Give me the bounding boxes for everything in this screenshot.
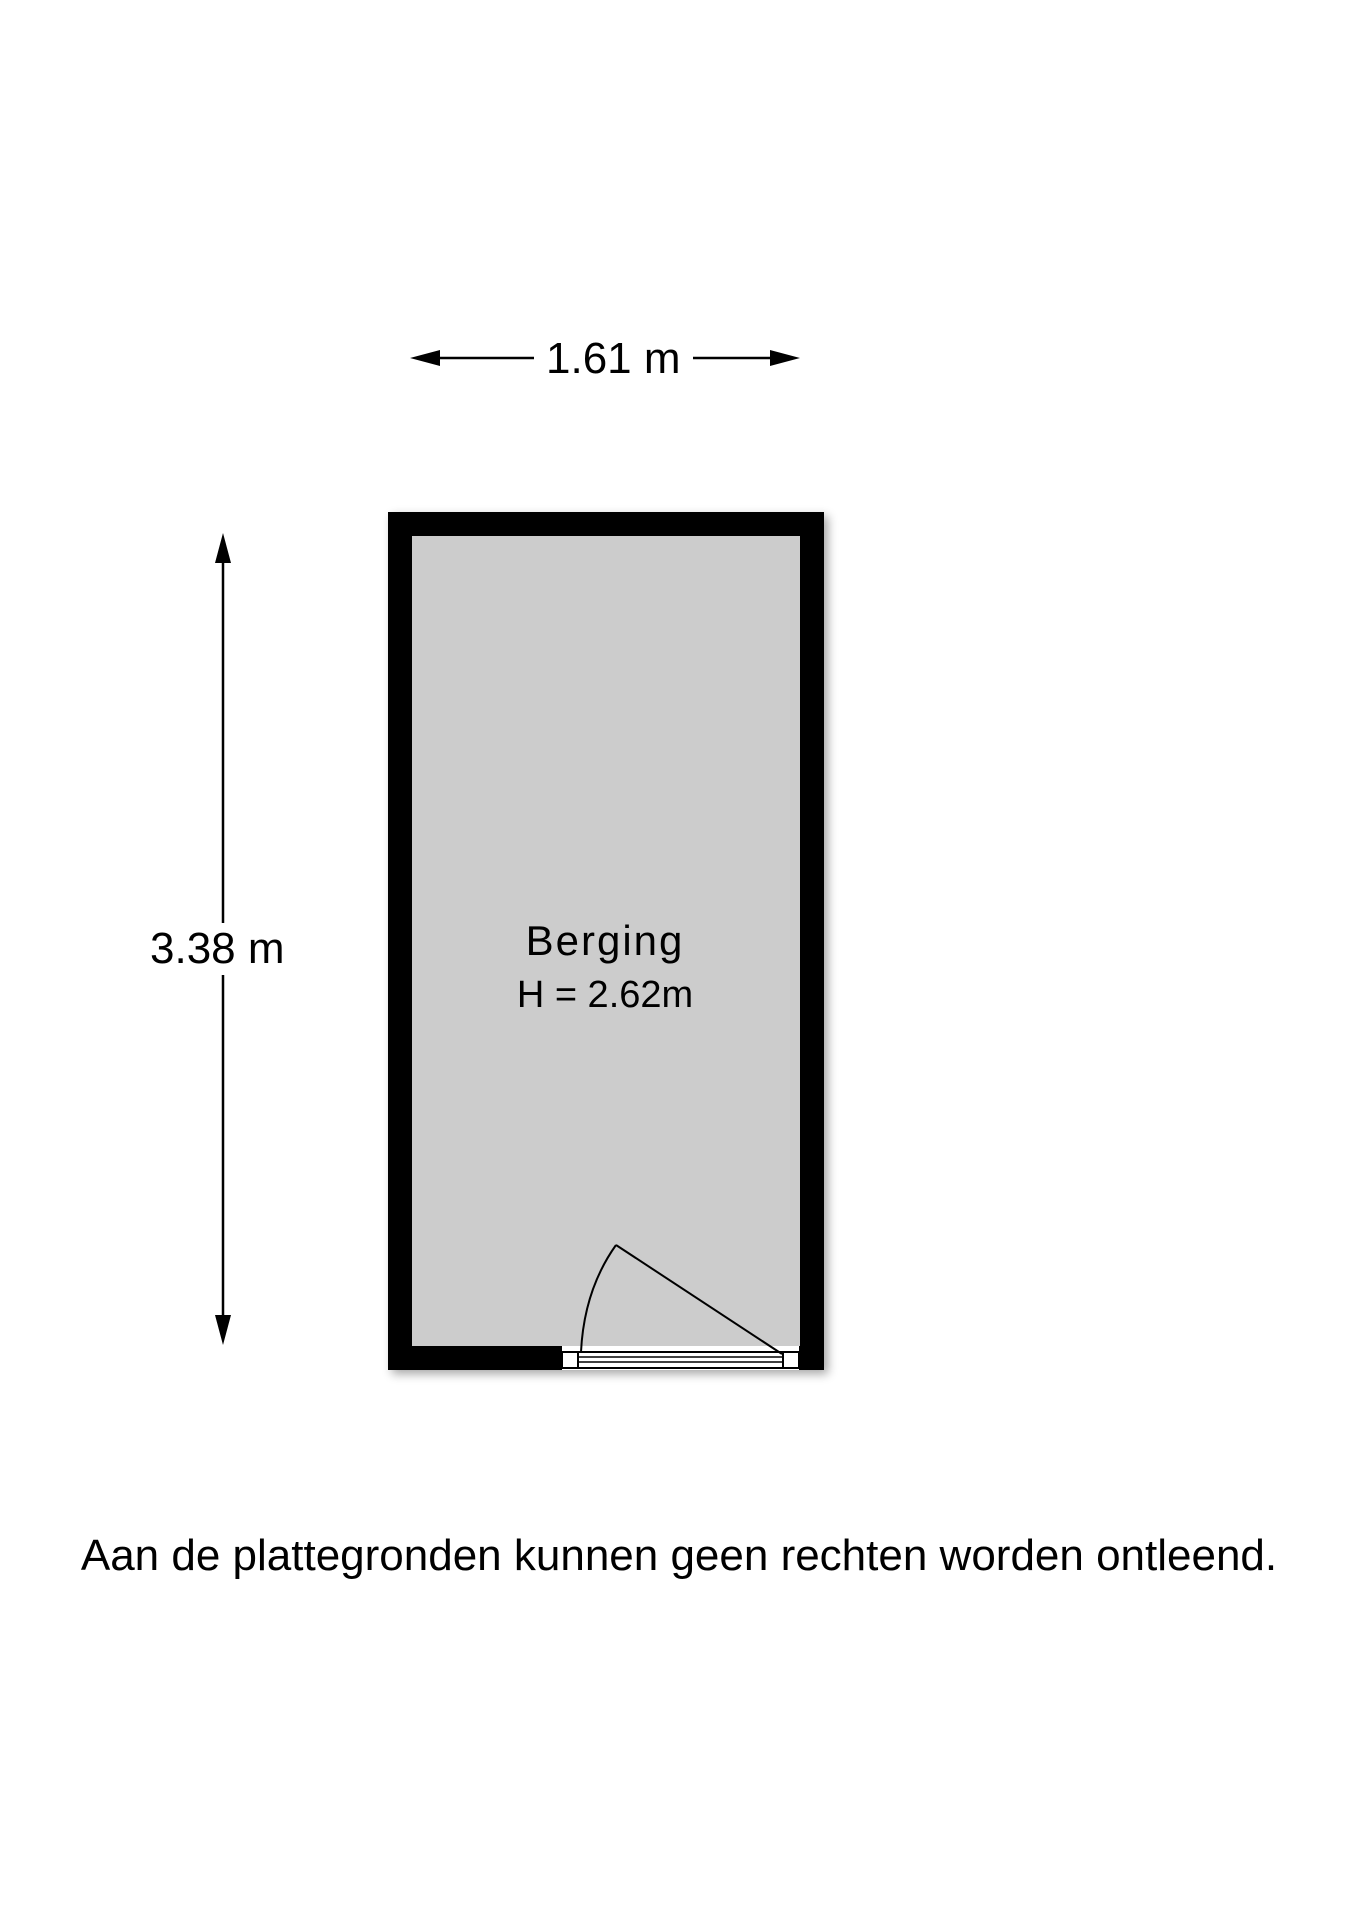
room-name-label: Berging: [525, 917, 685, 964]
width-dimension-label: 1.61 m: [534, 337, 693, 381]
door-opening: [562, 1346, 799, 1370]
disclaimer-text: Aan de plattegronden kunnen geen rechten worden ontleend.: [80, 1531, 1278, 1580]
height-dimension-label: 3.38 m: [150, 924, 285, 973]
room-ceiling-height-label: H = 2.62m: [516, 974, 694, 1016]
